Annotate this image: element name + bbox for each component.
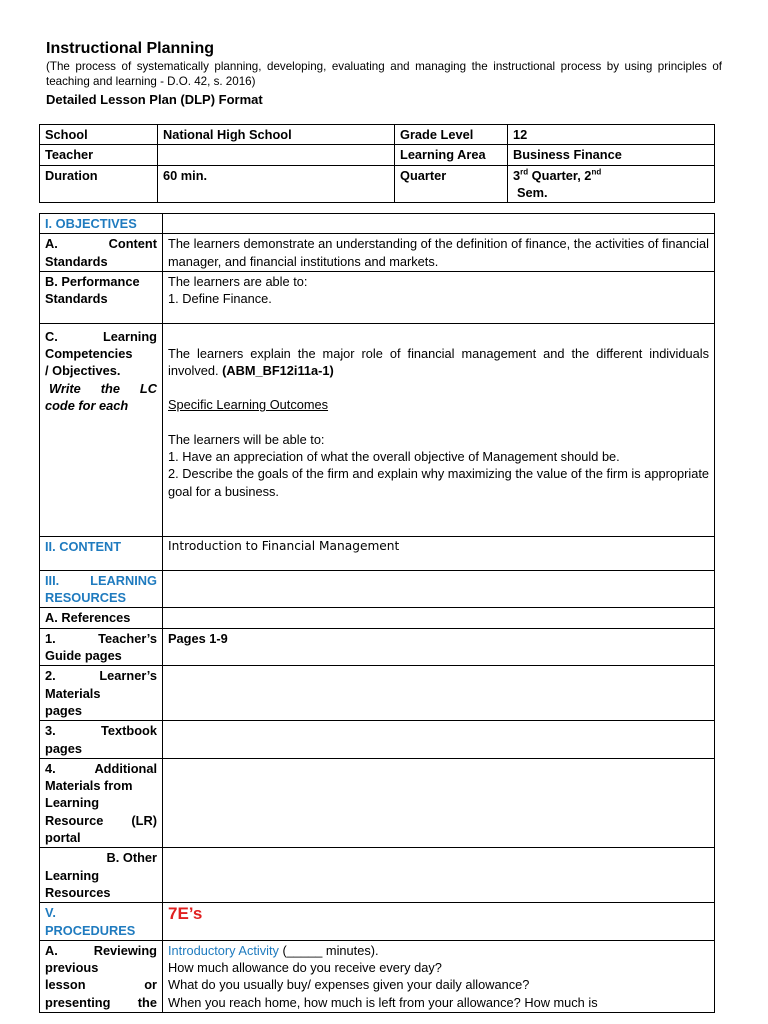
quarter-number: 3 xyxy=(513,167,521,183)
performance-standards-label-line: Standards xyxy=(45,291,108,307)
review-label-line: previous xyxy=(45,960,99,976)
lesson-plan-table xyxy=(39,213,715,1013)
question-1: How much allowance do you receive every day? xyxy=(168,960,442,976)
objectives-heading: I. OBJECTIVES xyxy=(40,214,163,234)
duration-value: 60 min. xyxy=(158,165,395,203)
tg-label-line: 1. Teacher’s xyxy=(45,630,157,646)
slo-intro: The learners will be able to: xyxy=(168,431,325,447)
school-label: School xyxy=(40,125,158,145)
quarter-text: Quarter, 2 xyxy=(528,167,592,183)
review-label-line: lesson or xyxy=(45,977,157,993)
learners-materials-empty xyxy=(163,666,715,721)
intro-activity-label: Introductory Activity xyxy=(168,942,279,958)
content-standards-label-line: A. Content xyxy=(45,236,157,252)
am-label-line: portal xyxy=(45,830,81,846)
slo-heading: Specific Learning Outcomes xyxy=(168,397,329,413)
duration-label: Duration xyxy=(40,165,158,203)
review-label-line: A. Reviewing xyxy=(45,942,157,958)
resources-heading-line: RESOURCES xyxy=(45,590,127,606)
grade-value: 12 xyxy=(508,125,715,145)
lm-label-line: 2. Learner’s xyxy=(45,668,157,684)
content-standards-label-line: Standards xyxy=(45,253,108,269)
references-empty xyxy=(163,608,715,628)
content-heading: II. CONTENT xyxy=(40,536,163,570)
lm-label-line: Materials xyxy=(45,685,101,701)
additional-materials-empty xyxy=(163,758,715,847)
ol-label-line: B. Other xyxy=(106,850,157,866)
review-label-line: presenting the xyxy=(45,994,157,1010)
teacher-value xyxy=(158,145,395,165)
ol-label-line: Resources xyxy=(45,884,111,900)
reviewing-lesson-label xyxy=(40,940,163,1012)
intro-minutes: (_____ minutes). xyxy=(278,942,379,958)
references-label: A. References xyxy=(40,608,163,628)
school-value: National High School xyxy=(158,125,395,145)
procedures-heading-line: PROCEDURES xyxy=(45,922,136,938)
intro-activity-line xyxy=(168,942,709,959)
resources-heading-line: III. LEARNING xyxy=(45,572,157,588)
am-label-line: Resource (LR) xyxy=(45,812,157,828)
learning-competencies-text xyxy=(163,323,715,536)
additional-materials-label xyxy=(40,758,163,847)
teachers-guide-label xyxy=(40,628,163,666)
lc-label-line: code for each xyxy=(45,398,129,414)
tb-label-line: 3. Textbook xyxy=(45,723,157,739)
objectives-empty xyxy=(163,214,715,234)
document-subtitle: (The process of systematically planning, developing, evaluating and managing the instructional process by using principles of teaching and learning - D.O. 42, s. 2016) xyxy=(46,60,722,88)
other-resources-empty xyxy=(163,848,715,903)
lc-label-line: / Objectives. xyxy=(45,363,121,379)
learning-competencies-label xyxy=(40,323,163,536)
document-title: Instructional Planning xyxy=(46,40,215,57)
slo-item-1: 1. Have an appreciation of what the overall objective of Management should be. xyxy=(168,449,620,465)
performance-line: 1. Define Finance. xyxy=(168,291,272,307)
grade-label: Grade Level xyxy=(395,125,508,145)
teacher-label: Teacher xyxy=(40,145,158,165)
ol-label-line: Learning xyxy=(45,867,100,883)
lc-label-line: Competencies xyxy=(45,346,133,362)
teachers-guide-pages: Pages 1-9 xyxy=(163,628,715,666)
seven-e-label: 7E’s xyxy=(168,904,203,924)
reviewing-lesson-text xyxy=(163,940,715,1012)
lc-description xyxy=(168,345,709,380)
learners-materials-label xyxy=(40,666,163,721)
lc-label-line: C. Learning xyxy=(45,328,157,344)
textbook-label xyxy=(40,721,163,759)
textbook-empty xyxy=(163,721,715,759)
quarter-sem: Sem. xyxy=(517,184,548,200)
info-table xyxy=(39,124,715,203)
tb-label-line: pages xyxy=(45,740,82,756)
performance-standards-text xyxy=(163,271,715,323)
am-label-line: 4. Additional xyxy=(45,760,157,776)
performance-standards-label-line: B. Performance xyxy=(45,273,140,289)
other-resources-label xyxy=(40,848,163,903)
procedures-heading-line: V. xyxy=(45,905,56,921)
question-2: What do you usually buy/ expenses given your daily allowance? xyxy=(168,977,530,993)
procedures-heading xyxy=(40,903,163,941)
learning-resources-heading xyxy=(40,570,163,608)
content-standards-text: The learners demonstrate an understanding of the definition of finance, the activities of financial manager, and financial institutions and markets. xyxy=(163,234,715,272)
am-label-line: Learning xyxy=(45,795,100,811)
quarter-suffix-rd: rd xyxy=(520,167,529,177)
quarter-label: Quarter xyxy=(395,165,508,203)
lm-label-line: pages xyxy=(45,702,82,718)
question-3: When you reach home, how much is left from your allowance? How much is xyxy=(168,994,598,1010)
quarter-suffix-nd: nd xyxy=(591,167,602,177)
lc-code: (ABM_BF12i11a-1) xyxy=(222,363,334,379)
seven-e-cell xyxy=(163,903,715,941)
lc-text: The learners explain the major role of financial management and the different individuals involved. xyxy=(168,345,709,379)
resources-empty xyxy=(163,570,715,608)
performance-standards-label xyxy=(40,271,163,323)
lc-label-line: Write the LC xyxy=(49,380,157,396)
slo-item-2: 2. Describe the goals of the firm and explain why maximizing the value of the firm is appropriate goal for a business. xyxy=(168,466,709,499)
am-label-line: Materials from xyxy=(45,778,133,794)
area-label: Learning Area xyxy=(395,145,508,165)
format-heading: Detailed Lesson Plan (DLP) Format xyxy=(46,92,263,107)
area-value: Business Finance xyxy=(508,145,715,165)
quarter-value xyxy=(508,165,715,203)
performance-line: The learners are able to: xyxy=(168,273,308,289)
content-standards-label xyxy=(40,234,163,272)
content-value: Introduction to Financial Management xyxy=(163,536,715,570)
tg-label-line: Guide pages xyxy=(45,648,122,664)
